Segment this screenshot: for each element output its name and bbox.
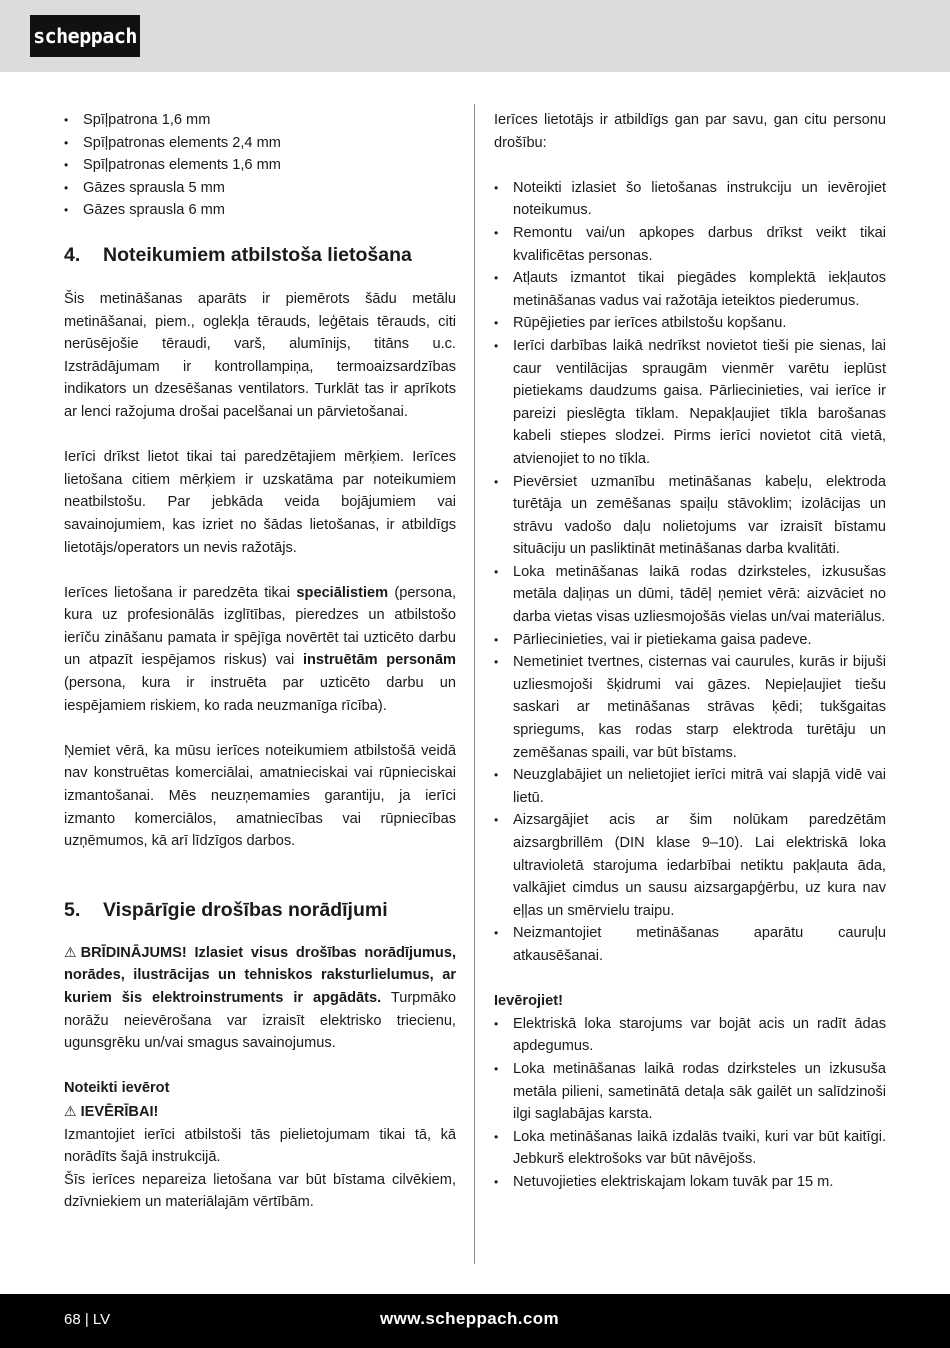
header-bar (0, 0, 950, 72)
section-title: Noteikumiem atbilstoša lietošana (103, 243, 412, 266)
attention-label: ⚠ IEVĒRĪBAI! (64, 1100, 456, 1124)
list-item: • Spīļpatronas elements 2,4 mm (64, 132, 456, 155)
list-item: • Pārliecinieties, vai ir pietiekama gaisa padeve. (494, 629, 886, 652)
responsibility-intro: Ierīces lietotājs ir atbildīgs gan par savu, gan citu personu drošību: (494, 112, 886, 151)
right-column (494, 109, 886, 1194)
intended-use-paragraph: Šis metināšanas aparāts ir piemērots šādu metālu metināšanai, piem., oglekļa tērauds, leģētais tērauds, citi nerūsējošie tēraudi, varš, alumīnijs, titāns u.c. Izstrādājumam ir kontrollampiņa, termoaizsardzības indikators un dzesēšanas ventilators. Turklāt tas ir aprīkots ar lenci ražojuma drošai pacelšanai un pārvietošanai. (64, 290, 456, 420)
warning-paragraph: ⚠ BRĪDINĀJUMS! Izlasiet visus drošības norādījumus, norādes, ilustrācijas un tehniskos raksturlielumus, ar kuriem šis elektroinstruments ir apgādāts. Turpmāko norāžu neievērošana var izraisīt elektrisko triecienu, ugunsgrēku un/vai smagus savainojumus. (64, 941, 456, 1055)
list-item: • Noteikti izlasiet šo lietošanas instrukciju un ievērojiet noteikumus. (494, 177, 886, 222)
purpose-paragraph: Ierīci drīkst lietot tikai tai paredzētajiem mērķiem. Ierīces lietošana citiem mērķiem ir uzskatāma par noteikumiem neatbilstošu. Par jebkāda veida bojājumiem vai savainojumiem, kas izriet no šādas lietošanas, ir atbildīgs lietotājs/operators un nevis ražotājs. (64, 449, 456, 556)
list-item: • Neuzglabājiet un nelietojiet ierīci mitrā vai slapjā vidē vai lietū. (494, 764, 886, 809)
left-column (64, 109, 456, 1214)
commercial-use-paragraph: Ņemiet vērā, ka mūsu ierīces noteikumiem atbilstošā veidā nav konstruētas komerciālai, amatnieciskai vai rūpnieciskai izmantošanai. Mēs neuzņemamies garantiju, ja ierīci izmanto komerciālos, amatniecības vai rūpniecības uzņēmumos, kā arī līdzīgos darbos. (64, 742, 456, 850)
warning-icon: ⚠ (64, 943, 77, 960)
list-item: • Spīļpatrona 1,6 mm (64, 109, 456, 132)
list-item: • Ierīci darbības laikā nedrīkst novietot tieši pie sienas, lai caur ventilācijas spraugām vienmēr varētu ieplūst pietiekams daudzums gaisa. Pārliecinieties, vai ierīce ir pareizi pieslēgta tīklam. Nepakļaujiet tīkla barošanas kabeli stiepes slodzei. Pirms ierīci novietot citā vietā, atvienojiet to no tīkla. (494, 335, 886, 471)
section-5-heading (64, 897, 456, 923)
list-item: • Remontu vai/un apkopes darbus drīkst veikt tikai kvalificētas personas. (494, 222, 886, 267)
column-divider (474, 104, 475, 1264)
attention-text: Izmantojiet ierīci atbilstoši tās pielietojumam tikai tā, kā norādīts šajā instrukcijā. (64, 1126, 456, 1166)
note-heading: Ievērojiet! (494, 993, 563, 1010)
list-item: • Netuvojieties elektriskajam lokam tuvāk par 15 m. (494, 1171, 886, 1194)
website-link[interactable]: www.scheppach.com (380, 1309, 560, 1328)
list-item: • Spīļpatronas elements 1,6 mm (64, 154, 456, 177)
page-number: 68 | LV (64, 1311, 111, 1328)
list-item: • Pievērsiet uzmanību metināšanas kabeļu, elektroda turētāja un zemēšanas spaiļu stāvoklim; izolācijas un strāvu vadošo daļu nolietojums var izraisīt bīstamu situāciju un pasliktināt metināšanas darba kvalitāti. (494, 471, 886, 561)
list-item: • Loka metināšanas laikā rodas dzirksteles un izkusuša metāla pilieni, sametinātā detaļa sāk gailēt un salīdzinoši ilgi saglabājas karsta. (494, 1058, 886, 1126)
list-item: • Loka metināšanas laikā rodas dzirksteles, izkusušas metāla daļiņas un dūmi, tādēļ ņemiet vērā: aizvāciet no darba vietas visas uzliesmojošās vielas un/vai materiālus. (494, 561, 886, 629)
list-item: • Neizmantojiet metināšanas aparātu cauruļu atkausēšanai. (494, 922, 886, 967)
brand-logo: scheppach (30, 15, 140, 57)
section-4-heading (64, 242, 456, 268)
list-item: • Gāzes sprausla 6 mm (64, 199, 456, 222)
specialists-paragraph: Ierīces lietošana ir paredzēta tikai speciālistiem (persona, kura uz profesionālās izglītības, pieredzes un atbilstošo ierīču zināšanu pamata ir spējīga novērtēt tai uzticēto darbu un atpazīt iespējamos riskus) vai instruētām personām (persona, kura ir instruēta par uzticēto darbu un iespējamiem riskiem, ko rada neuzmanīga rīcība). (64, 584, 456, 714)
section-title: Vispārīgie drošības norādījumi (103, 898, 388, 921)
footer-bar (0, 1294, 950, 1348)
list-item: • Rūpējieties par ierīces atbilstošu kopšanu. (494, 312, 886, 335)
attention-text: Šīs ierīces nepareiza lietošana var būt bīstama cilvēkiem, dzīvniekiem un materiālajām vērtībām. (64, 1171, 456, 1211)
list-item: • Gāzes sprausla 5 mm (64, 177, 456, 200)
list-item: • Aizsargājiet acis ar šim nolūkam paredzētām aizsargbrillēm (DIN klase 9–10). Lai elektriskā loka ultravioletā starojuma iedarbībai netiktu pakļauta āda, valkājiet cimdus un sausu aizsargapģērbu, uz kura nav eļļas un smērvielu traipu. (494, 809, 886, 922)
safety-rules-list (494, 177, 886, 968)
list-item: • Nemetiniet tvertnes, cisternas vai caurules, kurās ir bijuši uzliesmojoši šķidrumi vai gāzes. Nepieļaujiet tiešu saskari ar metināšanas strāvas ķēdi; tukšgaitas spriegums, kas rodas starp elektroda turētāju un zemēšanas spaili, var būt bīstams. (494, 651, 886, 764)
list-item: • Elektriskā loka starojums var bojāt acis un radīt ādas apdegumus. (494, 1013, 886, 1058)
parts-list (64, 109, 456, 222)
list-item: • Atļauts izmantot tikai piegādes komplektā iekļautos metināšanas vadus vai ražotāja ieteiktos piederumus. (494, 267, 886, 312)
section-number: 4. (64, 243, 81, 266)
observe-heading: Noteikti ievērot (64, 1080, 170, 1097)
list-item: • Loka metināšanas laikā izdalās tvaiki, kuri var būt kaitīgi. Jebkurš elektrošoks var būt nāvējošs. (494, 1126, 886, 1171)
notes-list (494, 1013, 886, 1194)
warning-icon: ⚠ (64, 1102, 77, 1119)
section-number: 5. (64, 898, 81, 921)
